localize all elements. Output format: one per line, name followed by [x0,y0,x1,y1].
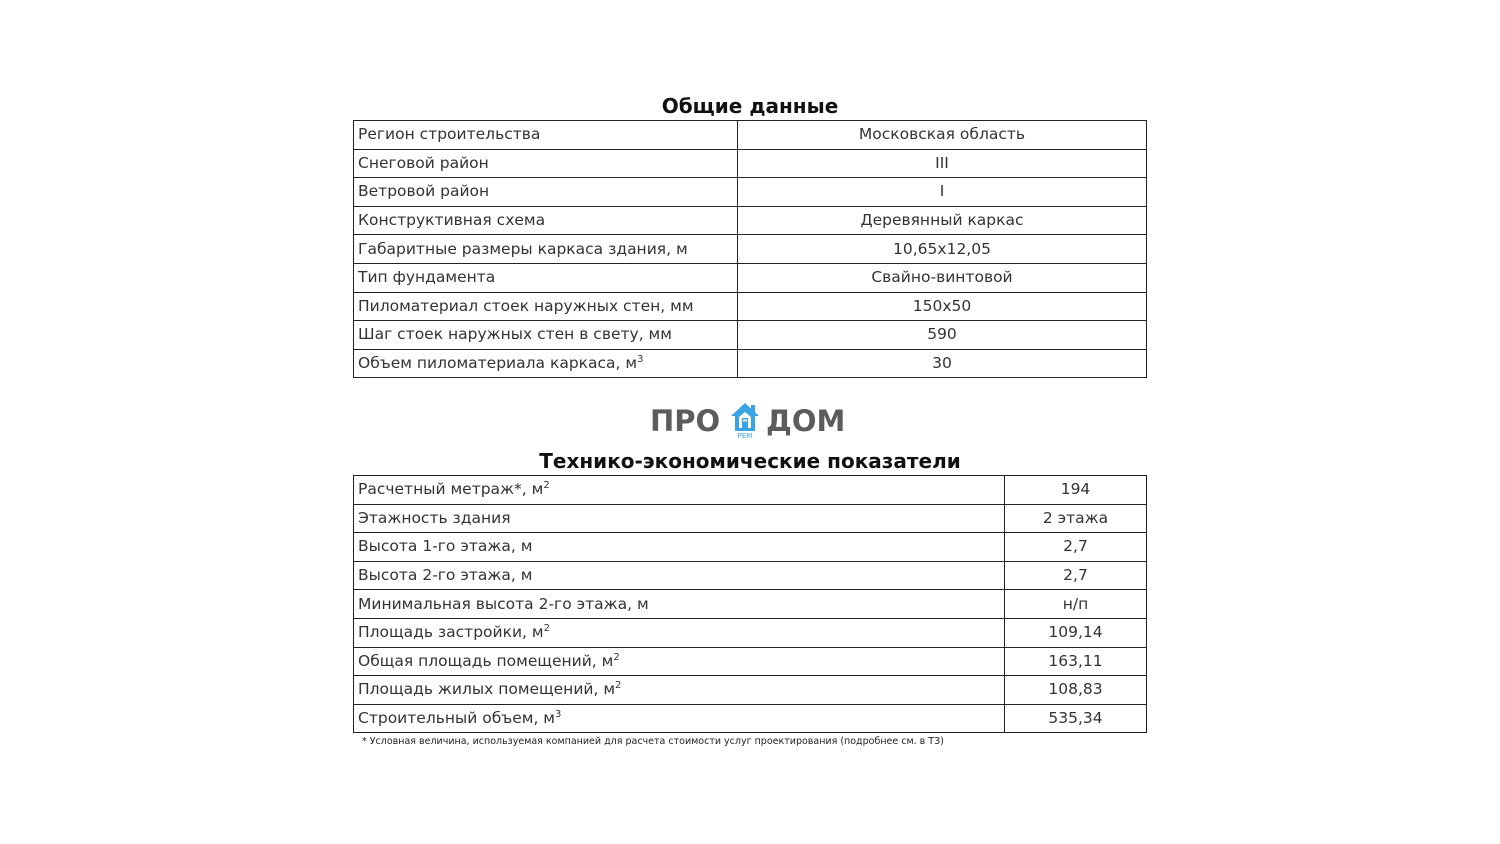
general-data-title: Общие данные [661,94,839,118]
row-value: 194 [1005,476,1147,505]
row-label [354,235,738,264]
row-value: 2,7 [1005,533,1147,562]
label-text: Общая площадь помещений, м [358,651,614,670]
table-row [354,704,1147,733]
unit-power: 2 [613,651,620,663]
row-label [354,149,738,178]
table-row [354,149,1147,178]
row-label [354,618,1005,647]
label-text: Шаг стоек наружных стен в свету, мм [358,325,672,344]
label-text: Ветровой район [358,182,490,201]
house-icon [729,401,761,433]
row-label [354,533,1005,562]
row-value: 535,34 [1005,704,1147,733]
table-row [354,349,1147,378]
label-text: Расчетный метраж*, м [358,480,544,499]
row-value: Свайно-винтовой [738,263,1147,292]
row-value: 10,65х12,05 [738,235,1147,264]
table-row [354,561,1147,590]
unit-power: 2 [615,680,622,692]
row-label [354,178,738,207]
row-label [354,647,1005,676]
table-row [354,647,1147,676]
unit-power: 2 [543,480,550,492]
row-label [354,206,738,235]
row-value: 109,14 [1005,618,1147,647]
row-value: I [738,178,1147,207]
label-text: Высота 2-го этажа, м [358,566,533,585]
label-text: Площадь жилых помещений, м [358,680,616,699]
label-text: Площадь застройки, м [358,623,544,642]
logo-text-left: ПРО [650,404,721,438]
table-row [354,178,1147,207]
table-row [354,121,1147,150]
unit-power: 2 [543,623,550,635]
row-value: 2,7 [1005,561,1147,590]
row-label [354,349,738,378]
table-row [354,263,1147,292]
row-value: 150х50 [738,292,1147,321]
row-value: 163,11 [1005,647,1147,676]
general-data-table [353,120,1147,378]
logo-subtext: РЕМ [737,432,753,440]
label-text: Высота 1-го этажа, м [358,537,533,556]
label-text: Снеговой район [358,153,489,172]
label-text: Строительный объем, м [358,709,555,728]
row-label [354,321,738,350]
row-value: н/п [1005,590,1147,619]
row-label [354,121,738,150]
table-row [354,504,1147,533]
row-label [354,263,738,292]
label-text: Конструктивная схема [358,211,546,230]
unit-power: 3 [637,354,644,366]
row-value: 30 [738,349,1147,378]
row-value: 590 [738,321,1147,350]
label-text: Регион строительства [358,125,541,144]
table-row [354,321,1147,350]
table-row [354,618,1147,647]
row-value: Деревянный каркас [738,206,1147,235]
table-row [354,235,1147,264]
tep-title: Технико-экономические показатели [539,449,961,473]
row-label [354,292,738,321]
table-row [354,533,1147,562]
unit-power: 3 [555,709,562,721]
row-label [354,590,1005,619]
table-row [354,590,1147,619]
label-text: Тип фундамента [358,268,496,287]
label-text: Минимальная высота 2-го этажа, м [358,594,649,613]
label-text: Этажность здания [358,508,511,527]
row-label [354,476,1005,505]
row-label [354,561,1005,590]
company-logo [650,401,850,445]
row-value: 108,83 [1005,676,1147,705]
footnote: * Условная величина, используемая компанией для расчета стоимости услуг проектирования (подробнее см. в ТЗ) [362,736,944,747]
row-label [354,704,1005,733]
label-text: Объем пиломатериала каркаса, м [358,354,638,373]
logo-text-right: ДОМ [766,404,846,438]
table-row [354,476,1147,505]
label-text: Пиломатериал стоек наружных стен, мм [358,296,694,315]
row-label [354,676,1005,705]
row-label [354,504,1005,533]
row-value: Московская область [738,121,1147,150]
row-value: 2 этажа [1005,504,1147,533]
table-row [354,206,1147,235]
row-value: III [738,149,1147,178]
label-text: Габаритные размеры каркаса здания, м [358,239,688,258]
table-row [354,292,1147,321]
table-row [354,676,1147,705]
tep-table [353,475,1147,733]
